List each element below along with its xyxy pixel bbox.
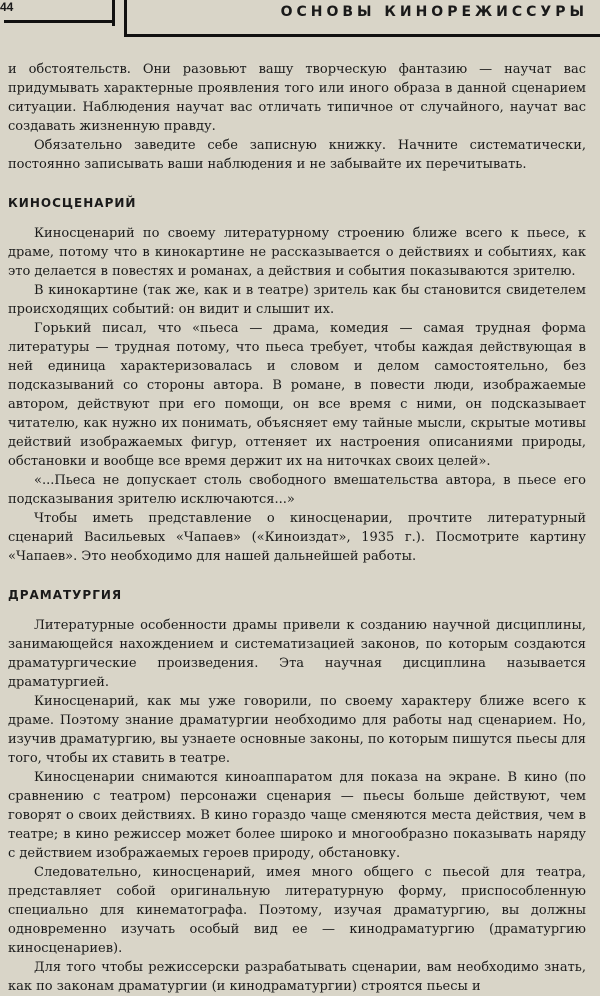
quote-paragraph: «...Пьеса не допускает столь свободного вмешательства автора, в пьесе его подсказывания зрителю исключаются...» — [8, 473, 586, 507]
intro-paragraph: и обстоятельств. Они разовьют вашу творческую фантазию — научат вас придумывать характерные проявления того или иного образа в данной сценарием ситуации. Наблюдения научат вас отличать типичное от случайного, научат вас создавать жизненную правду. — [8, 62, 586, 134]
section-heading-dramaturgiya: ДРАМАТУРГИЯ — [8, 588, 123, 602]
paragraph: Киносценарии снимаются киноаппаратом для показа на экране. В кино (по сравнению с театром) персонажи сценария — пьесы больше действуют, чем говорят о своих действиях. В кино гораздо чаще сменяются места действия, чем в театре; в кино режиссер может более широко и многообразно показывать наряду с действием изображаемых героев природу, обстановку. — [8, 770, 586, 861]
quote-paragraph: Горький писал, что «пьеса — драма, комедия — самая трудная форма литературы — трудная потому, что пьеса требует, чтобы каждая действующая в ней единица характеризовалась и словом и делом самостоятельно, без подсказываний со стороны автора. В романе, в повести люди, изображаемые автором, действуют при его помощи, он все время с ними, он подсказывает читателю, как нужно их понимать, объясняет ему тайные мысли, скрытые мотивы действий изображаемых фигур, оттеняет их настроения описаниями природы, обстановки и вообще все время держит их на ниточках своих целей». — [8, 321, 586, 469]
page-body — [8, 60, 586, 996]
intro-paragraph: Обязательно заведите себе записную книжку. Начните систематически, постоянно записывать ваши наблюдения и не забывайте их перечитывать. — [8, 138, 586, 172]
paragraph: Чтобы иметь представление о киносценарии, прочтите литературный сценарий Васильевых «Чапаев» («Киноиздат», 1935 г.). Посмотрите картину «Чапаев». Это необходимо для нашей дальнейшей работы. — [8, 511, 586, 564]
running-title-box — [124, 0, 600, 37]
paragraph: Следовательно, киносценарий, имея много общего с пьесой для театра, представляет собой оригинальную литературную форму, приспособленную специально для кинематографа. Поэтому, изучая драматургию, вы должны одновременно изучать особый вид ее — кинодраматургию (драматургию киносценариев). — [8, 865, 586, 956]
paragraph: Для того чтобы режиссерски разрабатывать сценарии, вам необходимо знать, как по законам драматургии (и кинодраматургии) строятся пьесы и — [8, 960, 586, 994]
paragraph: Литературные особенности драмы привели к созданию научной дисциплины, занимающейся нахождением и систематизацией законов, по которым создаются драматургические произведения. Эта научная дисциплина называется драматургией. — [8, 618, 586, 690]
running-title: ОСНОВЫ КИНОРЕЖИССУРЫ — [280, 4, 588, 20]
page-header — [0, 0, 600, 44]
header-rule — [4, 20, 112, 23]
paragraph: Киносценарий, как мы уже говорили, по своему характеру ближе всего к драме. Поэтому знание драматургии необходимо для работы над сценарием. Но, изучив драматургию, вы узнаете основные законы, по которым пишутся пьесы для того, чтобы их ставить в театре. — [8, 694, 586, 766]
paragraph: Киносценарий по своему литературному строению ближе всего к пьесе, к драме, потому что в кинокартине не рассказывается о действиях и событиях, как это делается в повестях и романах, а действия и события показываются зрителю. — [8, 226, 586, 279]
paragraph: В кинокартине (так же, как и в театре) зритель как бы становится свидетелем происходящих событий: он видит и слышит их. — [8, 283, 586, 317]
section-heading-kinoscenariy: КИНОСЦЕНАРИЙ — [8, 196, 137, 210]
page-number: 44 — [0, 0, 14, 14]
header-divider-bar — [112, 0, 115, 26]
